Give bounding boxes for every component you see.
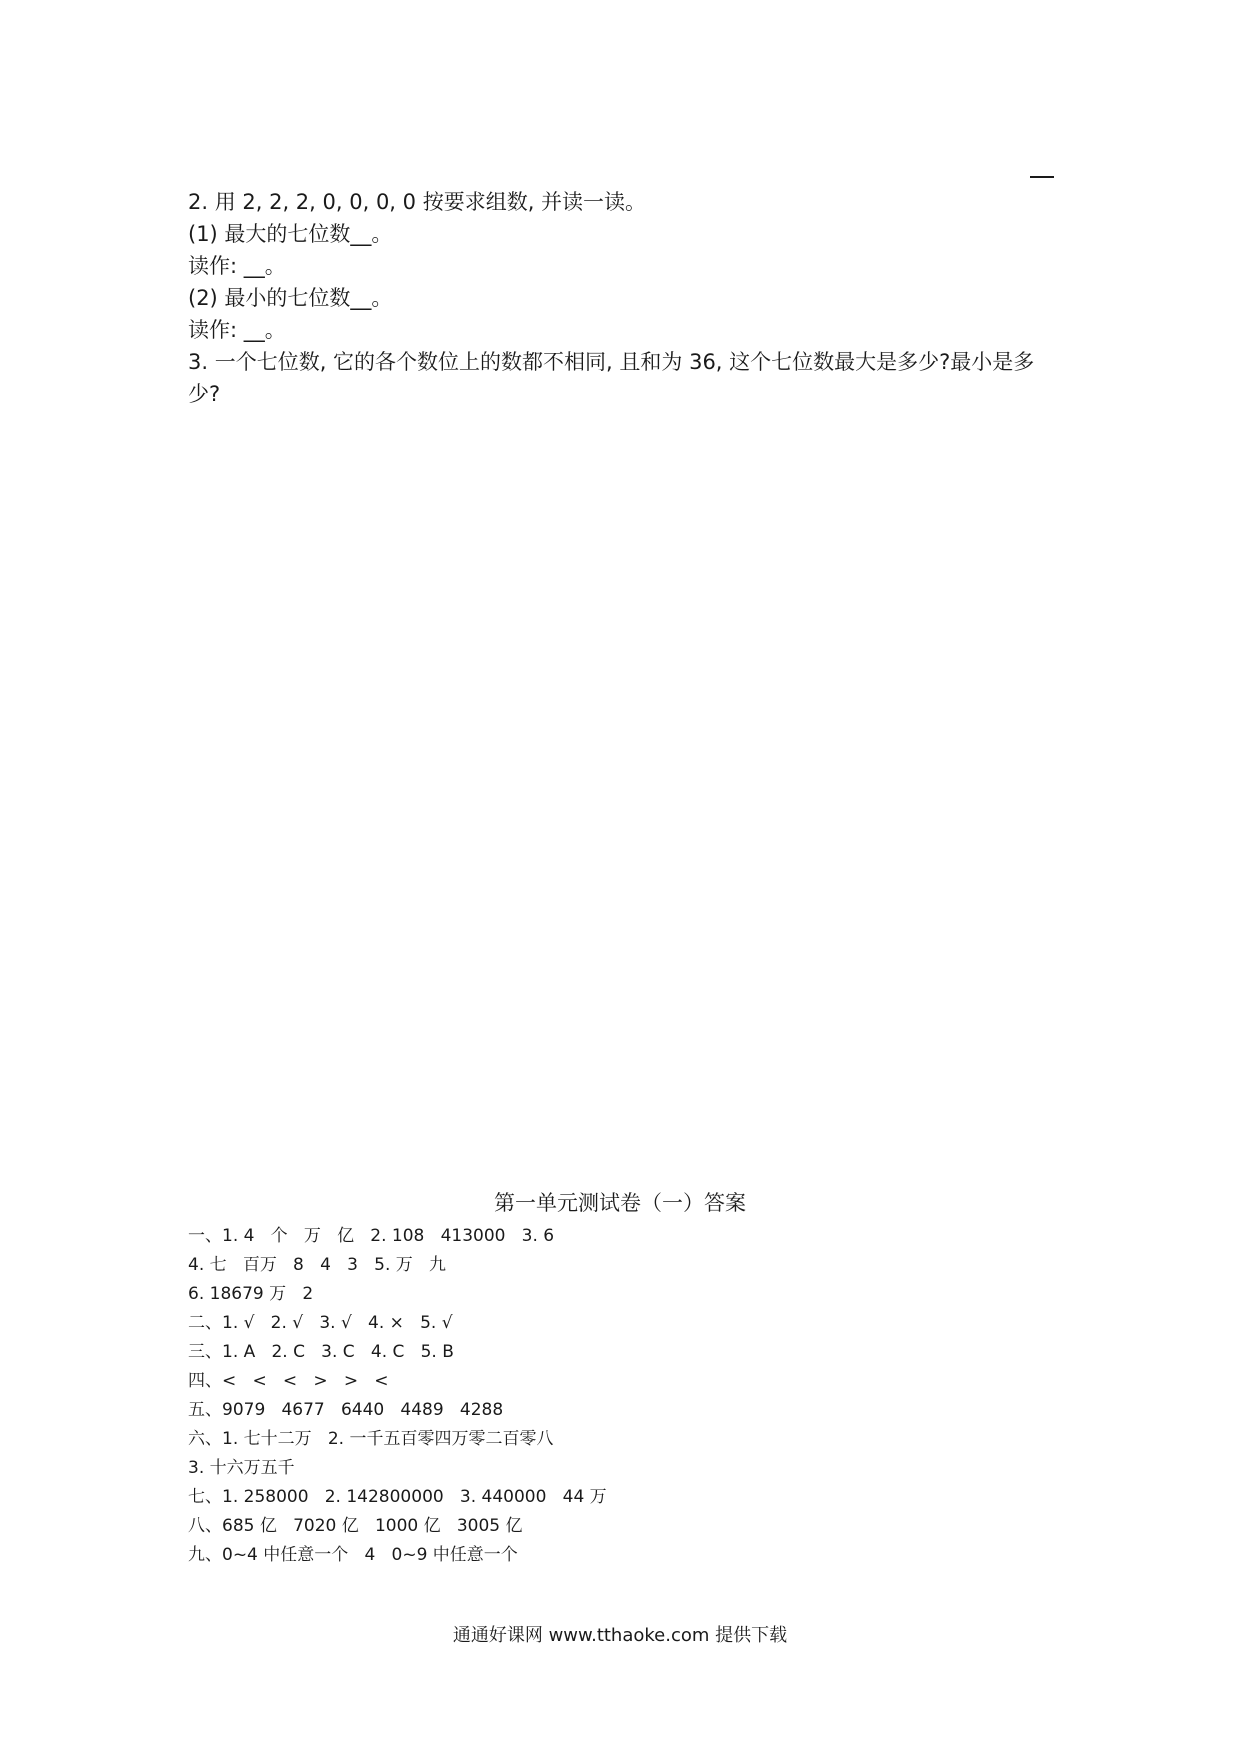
question-2-part-2: (2) 最小的七位数__。 (188, 286, 393, 310)
answer-line: 4. 七 百万 8 4 3 5. 万 九 (188, 1255, 446, 1275)
answer-line: 二、1. √ 2. √ 3. √ 4. × 5. √ (188, 1313, 453, 1333)
answer-line: 3. 十六万五千 (188, 1458, 295, 1478)
answer-line: 四、< < < > > < (188, 1371, 389, 1391)
answer-line: 6. 18679 万 2 (188, 1284, 314, 1304)
answer-key (188, 1222, 1058, 1570)
footer-credit: 通通好课网 www.tthaoke.com 提供下载 (452, 1625, 788, 1646)
question-2-stem: 2. 用 2, 2, 2, 0, 0, 0, 0 按要求组数, 并读一读。 (188, 190, 647, 214)
question-2-part-1: (1) 最大的七位数__。 (188, 222, 393, 246)
question-3: 3. 一个七位数, 它的各个数位上的数都不相同, 且和为 36, 这个七位数最大是多少?最小是多少? (188, 350, 1035, 406)
answer-line: 一、1. 4 个 万 亿 2. 108 413000 3. 6 (188, 1226, 555, 1246)
answer-line: 八、685 亿 7020 亿 1000 亿 3005 亿 (188, 1516, 523, 1536)
question-section (188, 186, 1058, 410)
answer-blank-mark (1030, 176, 1054, 178)
answer-line: 七、1. 258000 2. 142800000 3. 440000 44 万 (188, 1487, 607, 1507)
answer-key-title: 第一单元测试卷（一）答案 (494, 1191, 746, 1215)
answer-line: 九、0~4 中任意一个 4 0~9 中任意一个 (188, 1545, 518, 1565)
answer-line: 六、1. 七十二万 2. 一千五百零四万零二百零八 (188, 1429, 554, 1449)
answer-line: 五、9079 4677 6440 4489 4288 (188, 1400, 504, 1420)
question-2-part-1-reading: 读作: __。 (188, 254, 286, 278)
answer-line: 三、1. A 2. C 3. C 4. C 5. B (188, 1342, 454, 1362)
question-2-part-2-reading: 读作: __。 (188, 318, 286, 342)
